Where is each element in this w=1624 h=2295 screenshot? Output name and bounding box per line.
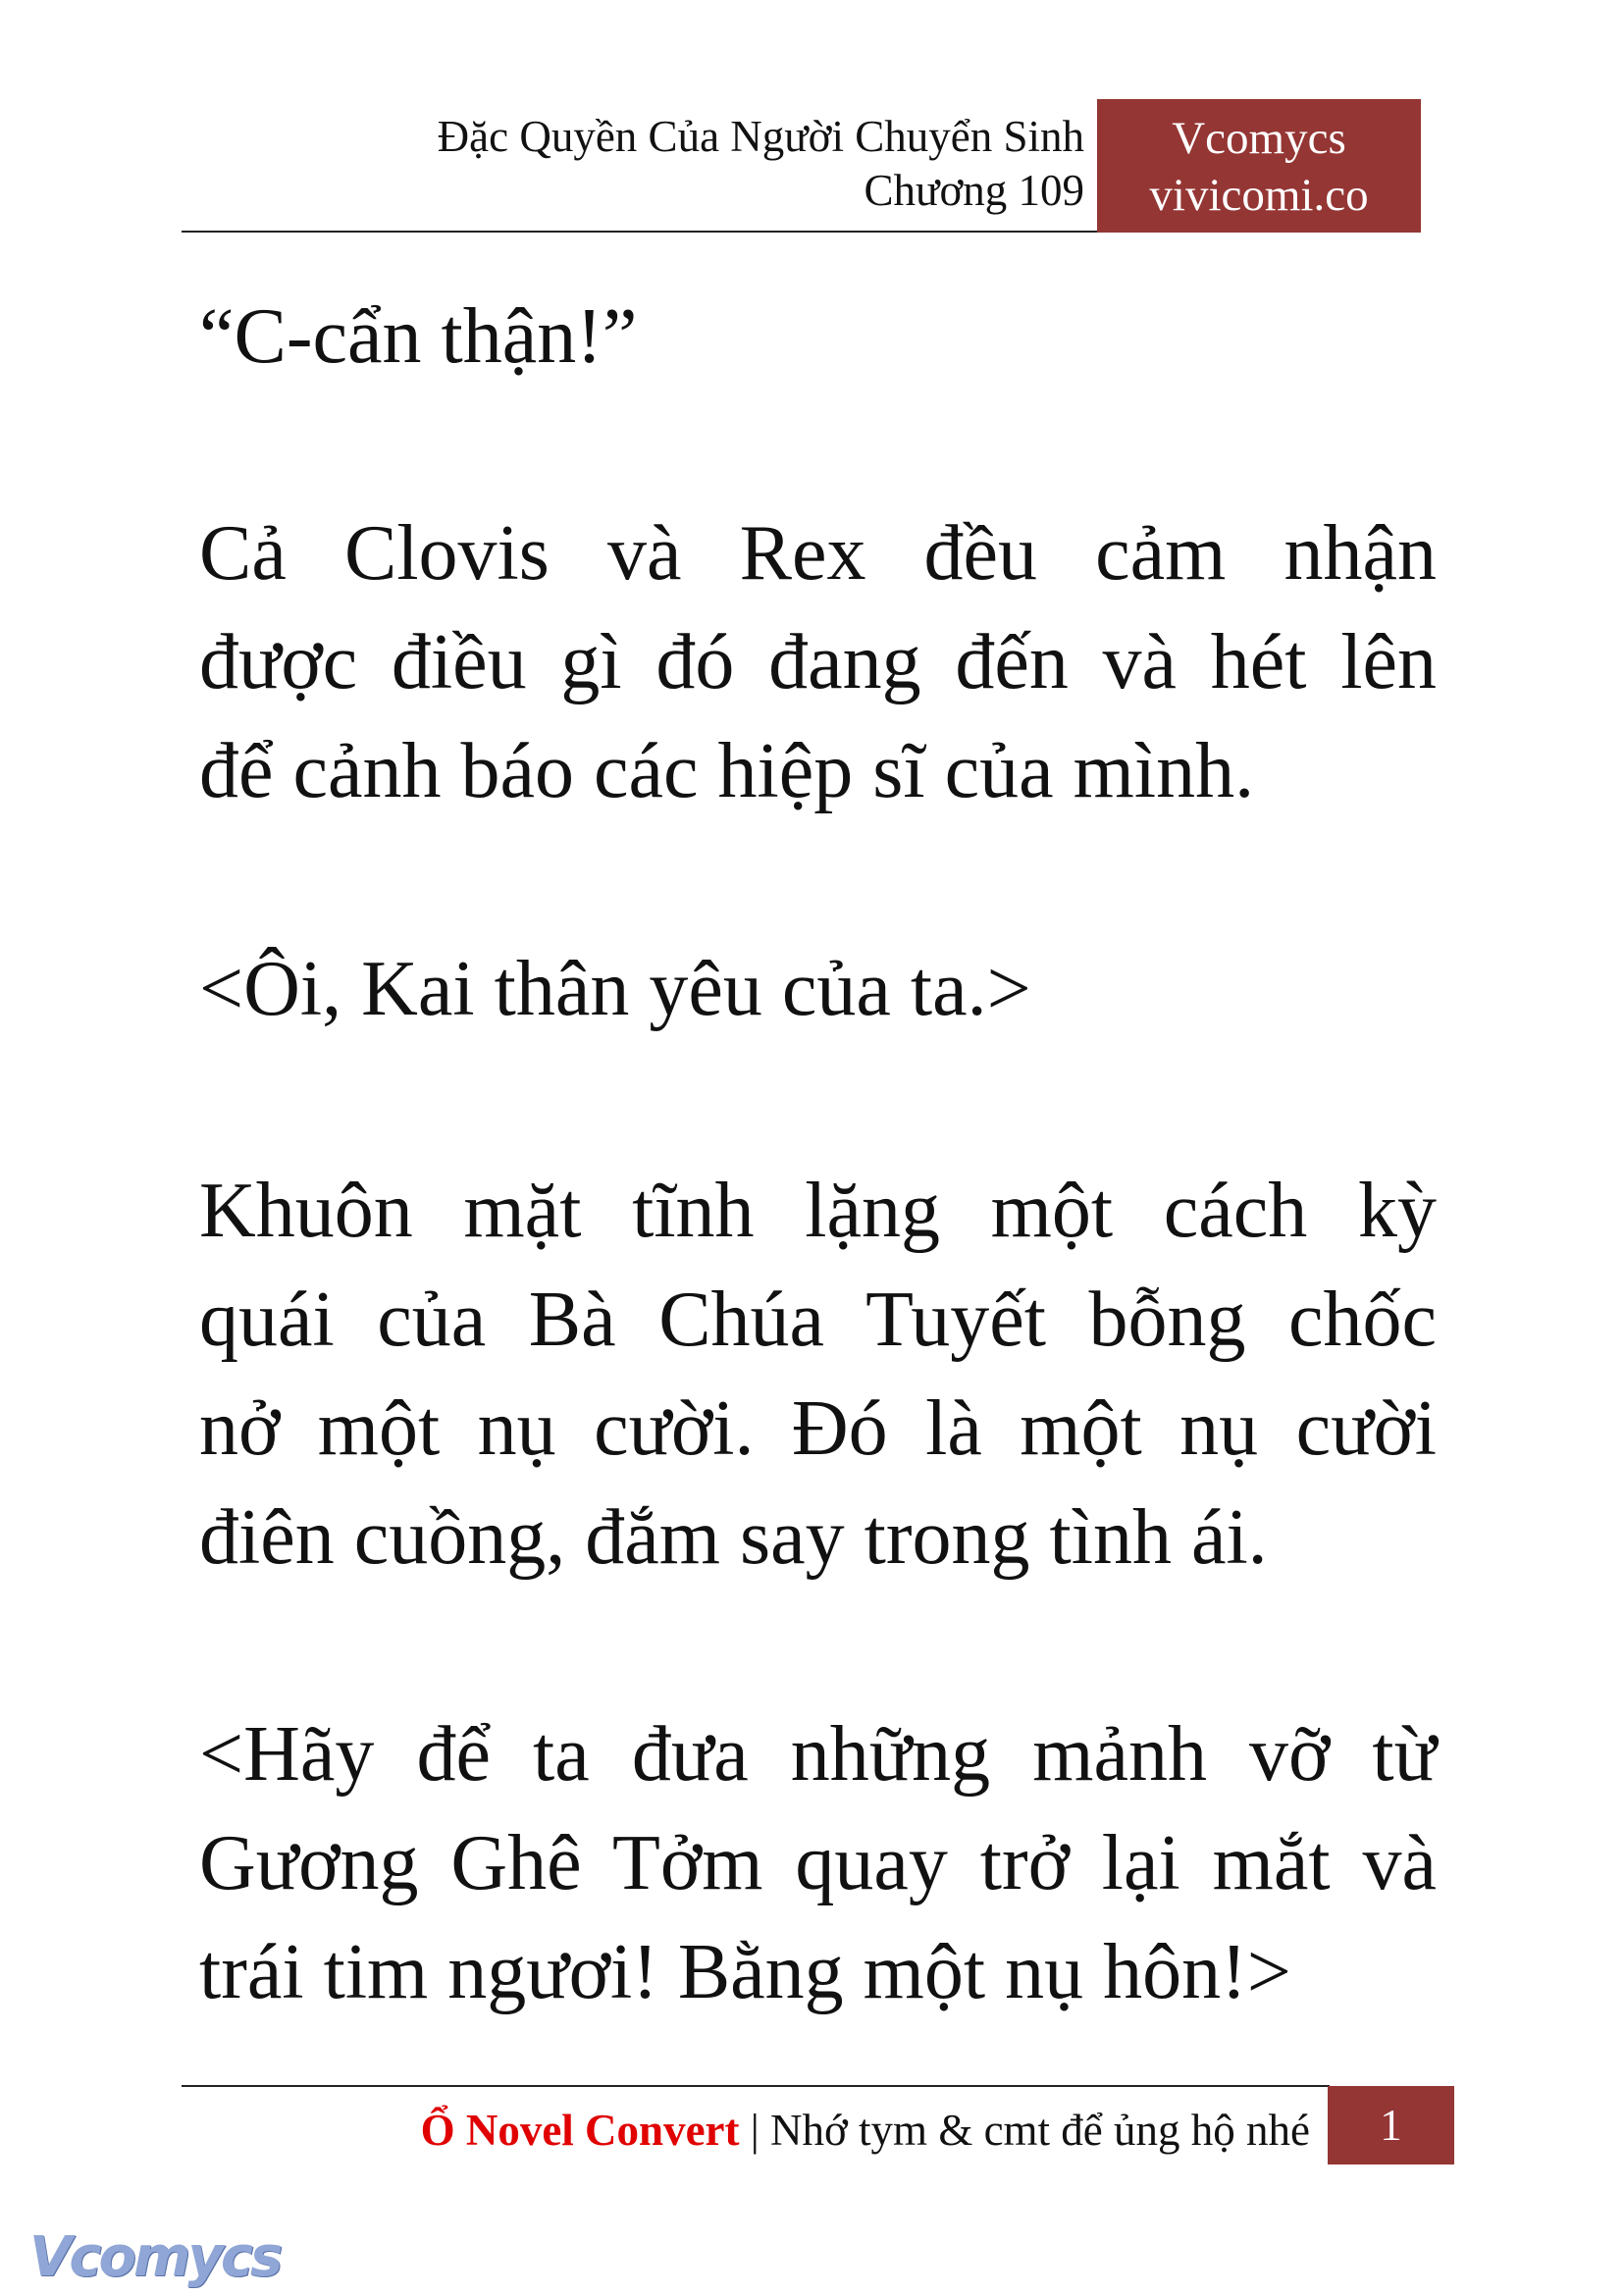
footer-text bbox=[421, 2103, 1310, 2158]
footer-brand: Ổ Novel Convert bbox=[420, 2106, 740, 2155]
text-line: trái tim ngươi! Bằng một nụ hôn!> bbox=[199, 1929, 1291, 2015]
footer-message: Nhớ tym & cmt để ủng hộ nhé bbox=[770, 2106, 1310, 2155]
text-line: quái của Bà Chúa Tuyết bỗng chốc bbox=[199, 1277, 1437, 1363]
page-header-title bbox=[438, 110, 1084, 218]
page-number: 1 bbox=[1328, 2086, 1454, 2165]
site-badge bbox=[1097, 99, 1421, 233]
text-line: để cảnh báo các hiệp sĩ của mình. bbox=[199, 728, 1255, 814]
text-line: nở một nụ cười. Đó là một nụ cười bbox=[199, 1385, 1437, 1472]
paragraph-4 bbox=[199, 1157, 1437, 1592]
site-name: Vcomycs bbox=[1172, 113, 1346, 164]
paragraph-3 bbox=[199, 935, 1437, 1044]
text-line: <Ôi, Kai thân yêu của ta.> bbox=[199, 946, 1031, 1032]
book-title: Đặc Quyền Của Người Chuyển Sinh bbox=[437, 112, 1084, 161]
text-line: được điều gì đó đang đến và hét lên bbox=[199, 619, 1437, 705]
text-line: “C-cẩn thận!” bbox=[199, 293, 638, 380]
chapter-label: Chương 109 bbox=[864, 166, 1084, 215]
footer-divider bbox=[182, 2085, 1330, 2087]
paragraph-1 bbox=[199, 283, 1437, 391]
paragraph-2 bbox=[199, 499, 1437, 826]
text-line: Khuôn mặt tĩnh lặng một cách kỳ bbox=[199, 1168, 1437, 1254]
text-line: Gương Ghê Tởm quay trở lại mắt và bbox=[199, 1820, 1437, 1906]
site-url: vivicomi.co bbox=[1149, 170, 1369, 221]
paragraph-5 bbox=[199, 1700, 1437, 2027]
text-line: điên cuồng, đắm say trong tình ái. bbox=[199, 1494, 1268, 1581]
text-line: <Hãy để ta đưa những mảnh vỡ từ bbox=[199, 1711, 1437, 1798]
watermark-logo: Vcomycs bbox=[29, 2225, 281, 2289]
header-divider bbox=[182, 231, 1099, 233]
text-line: Cả Clovis và Rex đều cảm nhận bbox=[199, 510, 1437, 597]
footer-separator: | bbox=[750, 2106, 760, 2155]
